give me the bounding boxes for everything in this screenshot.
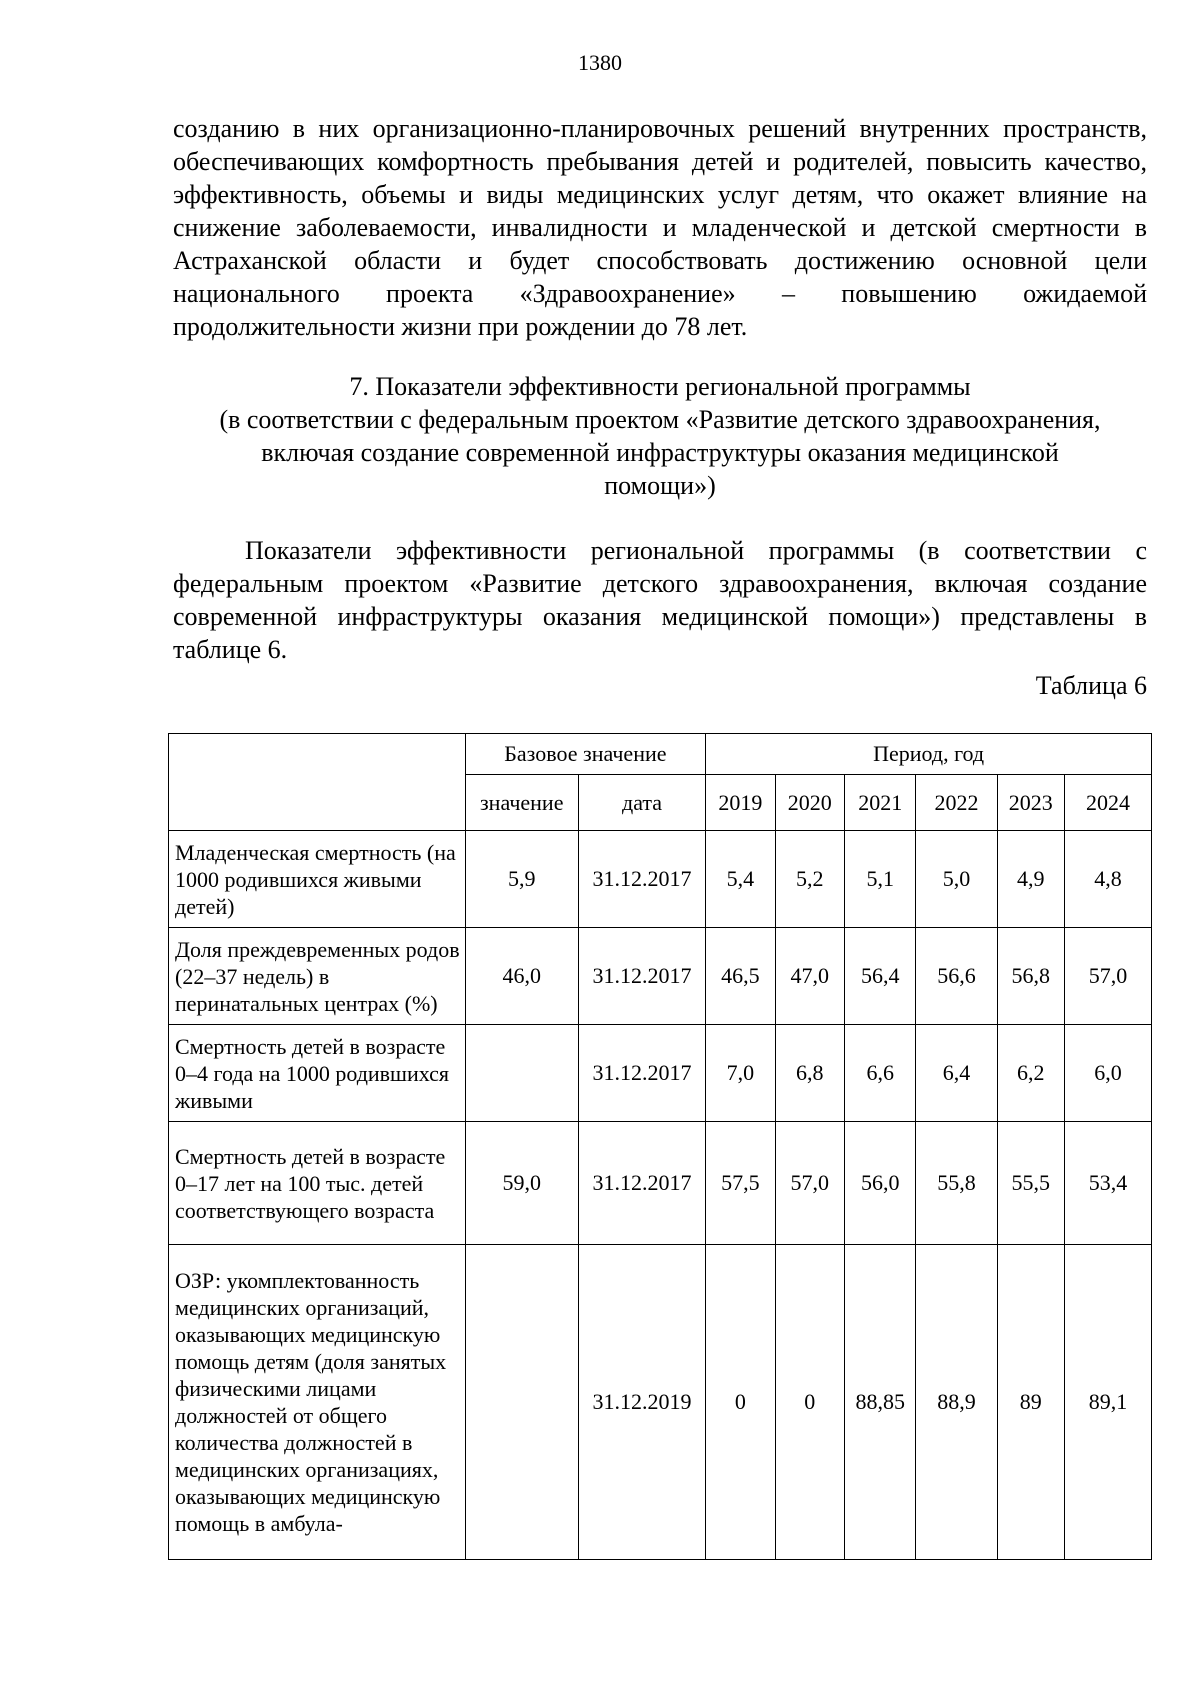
year-value-cell: 5,2 — [775, 831, 844, 928]
table-row — [169, 928, 1152, 1025]
year-value-cell: 0 — [706, 1245, 775, 1560]
table-row — [169, 1245, 1152, 1560]
year-value-cell: 4,8 — [1064, 831, 1151, 928]
section-heading — [160, 370, 1160, 502]
header-base-value-group: Базовое значение — [465, 734, 706, 775]
base-date-cell: 31.12.2017 — [578, 831, 705, 928]
header-year-2021: 2021 — [844, 775, 915, 831]
year-value-cell: 56,4 — [844, 928, 915, 1025]
section-heading-line-3: включая создание современной инфраструктуры оказания медицинской — [261, 438, 1059, 467]
year-value-cell: 7,0 — [706, 1025, 775, 1122]
base-value-cell — [465, 1245, 578, 1560]
year-value-cell: 6,0 — [1064, 1025, 1151, 1122]
indicators-table — [168, 733, 1152, 1560]
base-date-cell: 31.12.2019 — [578, 1245, 705, 1560]
year-value-cell: 4,9 — [997, 831, 1064, 928]
indicator-cell: Смертность детей в возрасте 0–17 лет на 100 тыс. детей соответствующего возраста — [169, 1122, 466, 1245]
base-value-cell — [465, 1025, 578, 1122]
header-year-2024: 2024 — [1064, 775, 1151, 831]
header-date: дата — [578, 775, 705, 831]
header-value: значение — [465, 775, 578, 831]
base-date-cell: 31.12.2017 — [578, 928, 705, 1025]
header-indicator-blank — [169, 734, 466, 831]
year-value-cell: 5,1 — [844, 831, 915, 928]
page-number: 1380 — [578, 50, 622, 75]
year-value-cell: 57,0 — [1064, 928, 1151, 1025]
year-value-cell: 88,9 — [916, 1245, 997, 1560]
header-year-2023: 2023 — [997, 775, 1064, 831]
paragraph-table-intro: Показатели эффективности региональной программы (в соответствии с федеральным проектом «Развитие детского здравоохранения, включая создание современной инфраструктуры оказания медицинской помощи») представлены в таблице 6. — [173, 536, 1147, 664]
year-value-cell: 0 — [775, 1245, 844, 1560]
header-year-2019: 2019 — [706, 775, 775, 831]
header-year-2022: 2022 — [916, 775, 997, 831]
indicator-cell: ОЗР: укомплектованность медицинских организаций, оказывающих медицинскую помощь детям (доля занятых физическими лицами должностей от общего количества должностей в медицинских организациях, оказывающих медицинскую помощь в амбула- — [169, 1245, 466, 1560]
year-value-cell: 6,8 — [775, 1025, 844, 1122]
year-value-cell: 53,4 — [1064, 1122, 1151, 1245]
year-value-cell: 6,4 — [916, 1025, 997, 1122]
header-period-group: Период, год — [706, 734, 1152, 775]
table-row — [169, 1025, 1152, 1122]
table-row — [169, 1122, 1152, 1245]
table-header-row-groups — [169, 734, 1152, 775]
year-value-cell: 46,5 — [706, 928, 775, 1025]
year-value-cell: 56,6 — [916, 928, 997, 1025]
section-heading-line-4: помощи») — [604, 471, 716, 500]
table-row — [169, 831, 1152, 928]
indicator-cell: Доля преждевременных родов (22–37 недель) в перинатальных центрах (%) — [169, 928, 466, 1025]
indicator-cell: Смертность детей в возрасте 0–4 года на 1000 родившихся живыми — [169, 1025, 466, 1122]
table-caption: Таблица 6 — [1035, 671, 1147, 700]
base-date-cell: 31.12.2017 — [578, 1025, 705, 1122]
year-value-cell: 89,1 — [1064, 1245, 1151, 1560]
year-value-cell: 56,8 — [997, 928, 1064, 1025]
year-value-cell: 55,5 — [997, 1122, 1064, 1245]
base-value-cell: 46,0 — [465, 928, 578, 1025]
year-value-cell: 5,4 — [706, 831, 775, 928]
paragraph-intro: созданию в них организационно-планировочных решений внутренних пространств, обеспечивающих комфортность пребывания детей и родителей, повысить качество, эффективность, объемы и виды медицинских услуг детям, что окажет влияние на снижение заболеваемости, инвалидности и младенческой и детской смертности в Астраханской области и будет способствовать достижению основной цели национального проекта «Здравоохранение» – повышению ожидаемой продолжительности жизни при рождении до 78 лет. — [173, 114, 1147, 341]
year-value-cell: 6,2 — [997, 1025, 1064, 1122]
year-value-cell: 55,8 — [916, 1122, 997, 1245]
year-value-cell: 89 — [997, 1245, 1064, 1560]
base-value-cell: 59,0 — [465, 1122, 578, 1245]
indicator-cell: Младенческая смертность (на 1000 родившихся живыми детей) — [169, 831, 466, 928]
year-value-cell: 88,85 — [844, 1245, 915, 1560]
header-year-2020: 2020 — [775, 775, 844, 831]
year-value-cell: 6,6 — [844, 1025, 915, 1122]
base-value-cell: 5,9 — [465, 831, 578, 928]
year-value-cell: 47,0 — [775, 928, 844, 1025]
base-date-cell: 31.12.2017 — [578, 1122, 705, 1245]
year-value-cell: 5,0 — [916, 831, 997, 928]
year-value-cell: 56,0 — [844, 1122, 915, 1245]
section-heading-line-1: 7. Показатели эффективности региональной программы — [349, 372, 971, 401]
year-value-cell: 57,0 — [775, 1122, 844, 1245]
year-value-cell: 57,5 — [706, 1122, 775, 1245]
section-heading-line-2: (в соответствии с федеральным проектом «Развитие детского здравоохранения, — [219, 405, 1101, 434]
